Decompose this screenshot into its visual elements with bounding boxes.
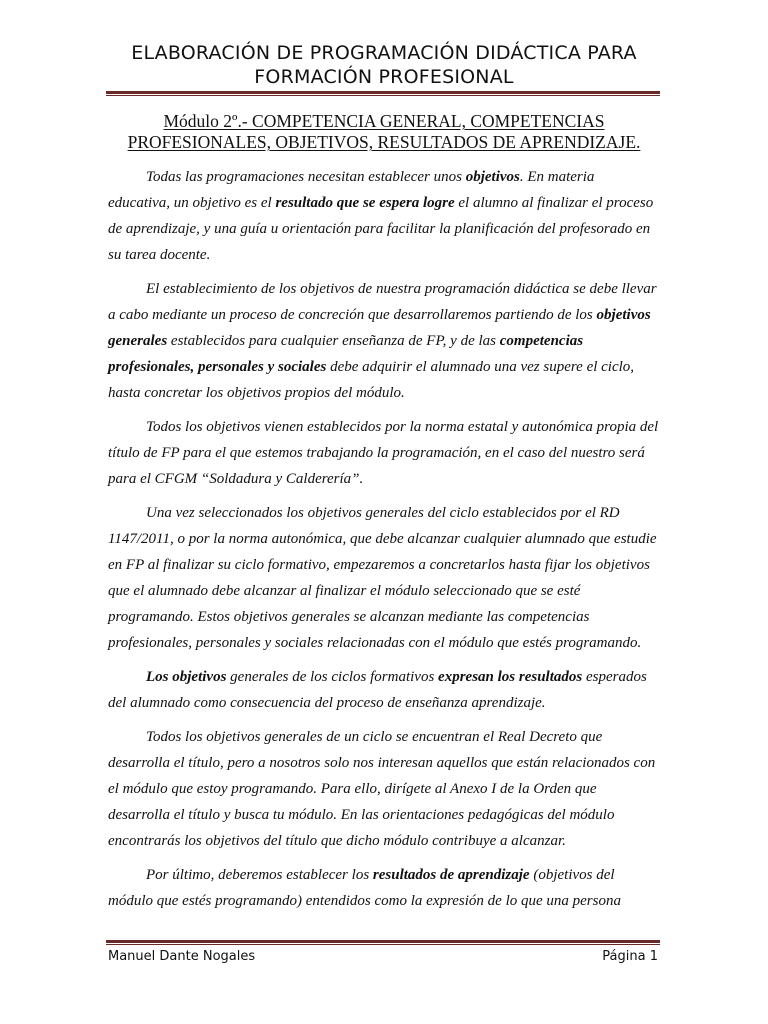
paragraph-6 (108, 724, 660, 854)
paragraph-1 (108, 164, 660, 268)
module-heading (108, 111, 660, 153)
header-title-line-1: ELABORACIÓN DE PROGRAMACIÓN DIDÁCTICA PARA (131, 42, 637, 64)
paragraph-1-text: el alumno al finalizar el proceso de aprendizaje, y una guía u orientación para facilitar la planificación del profesorado en su tarea docente. (108, 195, 654, 263)
paragraph-3-text: Todos los objetivos vienen establecidos por la norma estatal y autonómica propia del título de FP para el que estemos trabajando la programación, en el caso del nuestro será para el CFGM “Soldadura y Calderería”. (108, 419, 659, 487)
paragraph-4 (108, 500, 660, 656)
paragraph-2-text: establecidos para cualquier enseñanza de FP, y de las (167, 333, 500, 349)
paragraph-6-text: Todos los objetivos generales de un ciclo se encuentran el Real Decreto que desarrolla el título, pero a nosotros solo nos interesan aquellos que están relacionados con el módulo que estoy programando. Para ello, dirígete al Anexo I de la Orden que desarrolla el título y busca tu módulo. En las orientaciones pedagógicas del módulo encontrarás los objetivos del título que dicho módulo contribuye a alcanzar. (108, 729, 656, 849)
paragraph-4-text: Una vez seleccionados los objetivos generales del ciclo establecidos por el RD 1147/2011, o por la norma autonómica, que debe alcanzar cualquier alumnado que estudie en FP al finalizar su ciclo formativo, empezaremos a concretarlos hasta fijar los objetivos que el alumnado debe alcanzar al finalizar el módulo seleccionado que se esté programando. Estos objetivos generales se alcanzan mediante las competencias profesionales, personales y sociales relacionadas con el módulo que estés programando. (108, 505, 657, 651)
body-text (108, 164, 660, 922)
paragraph-2-text: El establecimiento de los objetivos de nuestra programación didáctica se debe llevar a cabo mediante un proceso de concreción que desarrollaremos partiendo de los (108, 281, 657, 323)
paragraph-5-text: esperados del alumnado como consecuencia del proceso de enseñanza aprendizaje. (108, 669, 647, 711)
module-heading-line-2: PROFESIONALES, OBJETIVOS, RESULTADOS DE APRENDIZAJE. (127, 132, 641, 152)
paragraph-2 (108, 276, 660, 406)
paragraph-2-bold: competencias profesionales, personales y sociales (108, 333, 584, 375)
paragraph-3 (108, 414, 660, 492)
paragraph-5 (108, 664, 660, 716)
paragraph-1-text: Todas las programaciones necesitan establecer unos (146, 169, 466, 185)
footer-author: Manuel Dante Nogales (108, 949, 256, 964)
paragraph-5-text: generales de los ciclos formativos (226, 669, 439, 685)
paragraph-7-text: (objetivos del módulo que estés programando) entendidos como la expresión de lo que una persona (108, 867, 621, 909)
paragraph-1-bold: resultado que se espera logre (275, 195, 455, 211)
paragraph-1-bold: objetivos (465, 169, 520, 185)
paragraph-7-text: Por último, deberemos establecer los (146, 867, 373, 883)
paragraph-5-bold: expresan los resultados (438, 669, 583, 685)
paragraph-2-bold: objetivos generales (108, 307, 651, 349)
paragraph-5-bold: Los objetivos (146, 669, 227, 685)
paragraph-1-text: . En materia educativa, un objetivo es el (108, 169, 595, 211)
footer-page-number: Página 1 (602, 949, 658, 964)
paragraph-2-text: debe adquirir el alumnado una vez supere el ciclo, hasta concretar los objetivos propios del módulo. (108, 359, 635, 401)
module-heading-line-1: Módulo 2º.- COMPETENCIA GENERAL, COMPETENCIAS (163, 111, 605, 131)
document-header-title (60, 41, 708, 89)
header-title-line-2: FORMACIÓN PROFESIONAL (254, 66, 514, 88)
paragraph-7 (108, 862, 660, 914)
paragraph-7-bold: resultados de aprendizaje (372, 867, 530, 883)
header-divider (106, 91, 660, 96)
footer-divider (106, 940, 660, 945)
